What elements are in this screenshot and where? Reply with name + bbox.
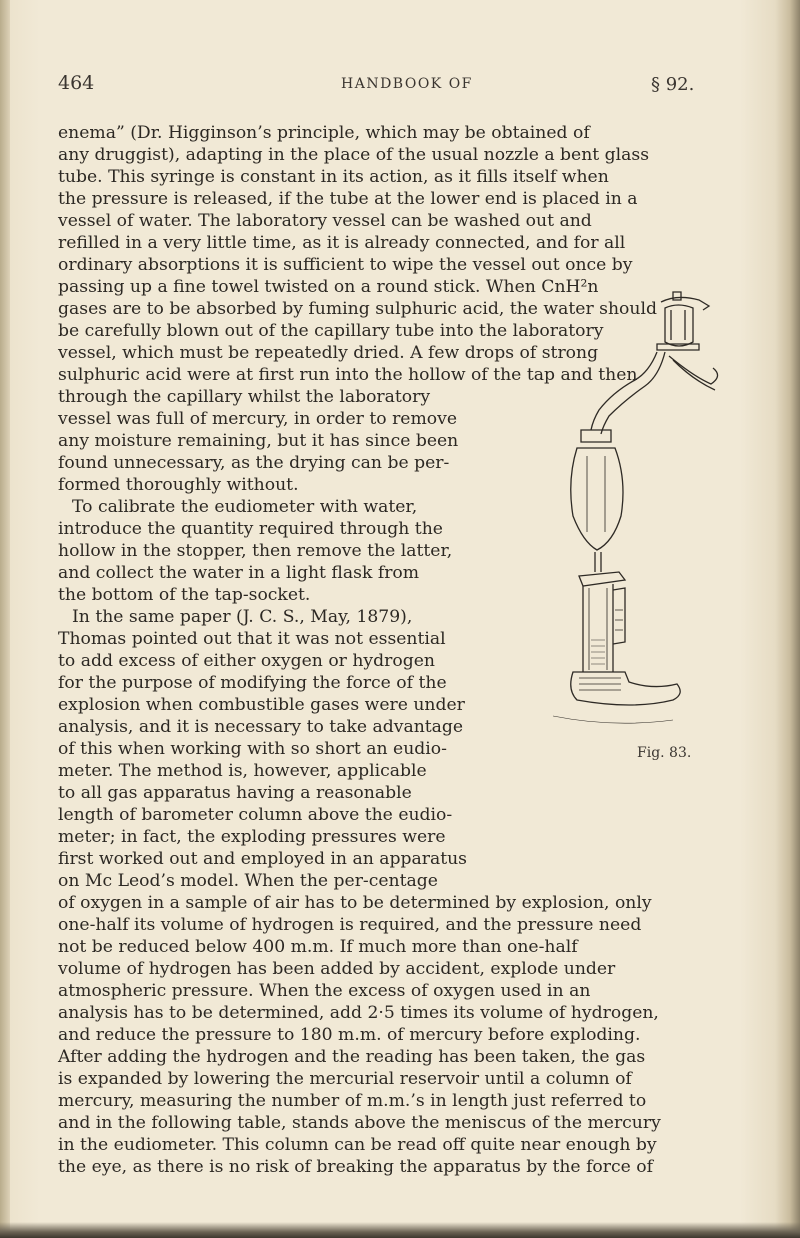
text-line: passing up a fine towel twisted on a round stick. When CnH²n xyxy=(58,277,599,297)
text-line: any moisture remaining, but it has since been xyxy=(58,431,459,451)
running-head: HANDBOOK OF xyxy=(341,76,473,92)
text-line: refilled in a very little time, as it is already connected, and for all xyxy=(58,233,626,253)
text-line: one-half its volume of hydrogen is required, and the pressure need xyxy=(58,915,642,935)
text-line: In the same paper (J. C. S., May, 1879), xyxy=(72,607,413,627)
text-line: meter; in fact, the exploding pressures were xyxy=(58,827,446,847)
text-line: in the eudiometer. This column can be read off quite near enough by xyxy=(58,1135,657,1155)
text-line: is expanded by lowering the mercurial reservoir until a column of xyxy=(58,1069,632,1089)
text-line: mercury, measuring the number of m.m.’s in length just referred to xyxy=(58,1091,647,1111)
text-line: After adding the hydrogen and the reading has been taken, the gas xyxy=(58,1047,646,1067)
text-line: Thomas pointed out that it was not essential xyxy=(58,629,446,649)
text-line: vessel, which must be repeatedly dried. A few drops of strong xyxy=(58,343,599,363)
text-line: be carefully blown out of the capillary tube into the laboratory xyxy=(58,321,604,341)
text-line: vessel of water. The laboratory vessel can be washed out and xyxy=(58,211,592,231)
text-line: vessel was full of mercury, in order to remove xyxy=(58,409,457,429)
text-line: not be reduced below 400 m.m. If much more than one-half xyxy=(58,937,578,957)
text-line: for the purpose of modifying the force of the xyxy=(58,673,447,693)
text-line: the bottom of the tap-socket. xyxy=(58,585,311,605)
text-line: explosion when combustible gases were under xyxy=(58,695,465,715)
text-line: and reduce the pressure to 180 m.m. of mercury before exploding. xyxy=(58,1025,641,1045)
text-line: length of barometer column above the eudio- xyxy=(58,805,453,825)
text-line: the pressure is released, if the tube at the lower end is placed in a xyxy=(58,189,638,209)
page-number: 464 xyxy=(58,72,95,94)
text-line: To calibrate the eudiometer with water, xyxy=(72,497,418,517)
figure-caption: Fig. 83. xyxy=(637,745,692,761)
text-line: first worked out and employed in an apparatus xyxy=(58,849,468,869)
text-line: any druggist), adapting in the place of the usual nozzle a bent glass xyxy=(58,145,650,165)
text-line: of oxygen in a sample of air has to be determined by explosion, only xyxy=(58,893,652,913)
text-line: on Mc Leod’s model. When the per-centage xyxy=(58,871,438,891)
text-line: to add excess of either oxygen or hydrogen xyxy=(58,651,435,671)
text-line: gases are to be absorbed by fuming sulphuric acid, the water should xyxy=(58,299,657,319)
text-line: analysis has to be determined, add 2·5 times its volume of hydrogen, xyxy=(58,1003,659,1023)
text-line: and collect the water in a light flask from xyxy=(58,563,420,583)
text-line: enema” (Dr. Higginson’s principle, which may be obtained of xyxy=(58,123,590,143)
text-line: sulphuric acid were at first run into the hollow of the tap and then xyxy=(58,365,638,385)
text-line: volume of hydrogen has been added by accident, explode under xyxy=(58,959,616,979)
text-line: hollow in the stopper, then remove the latter, xyxy=(58,541,453,561)
text-line: tube. This syringe is constant in its action, as it fills itself when xyxy=(58,167,609,187)
text-line: through the capillary whilst the laboratory xyxy=(58,387,431,407)
text-line: introduce the quantity required through the xyxy=(58,519,443,539)
eudiometer-figure xyxy=(553,280,743,740)
text-line: atmospheric pressure. When the excess of oxygen used in an xyxy=(58,981,591,1001)
page-left-edge xyxy=(0,0,10,1238)
text-line: meter. The method is, however, applicable xyxy=(58,761,427,781)
text-line: ordinary absorptions it is sufficient to wipe the vessel out once by xyxy=(58,255,633,275)
text-line: found unnecessary, as the drying can be per- xyxy=(58,453,450,473)
page-header xyxy=(0,72,800,102)
section-number: § 92. xyxy=(651,74,695,95)
text-line: analysis, and it is necessary to take advantage xyxy=(58,717,464,737)
page-bottom-edge xyxy=(0,1222,800,1238)
text-line: formed thoroughly without. xyxy=(58,475,299,495)
text-line: the eye, as there is no risk of breaking the apparatus by the force of xyxy=(58,1157,653,1177)
text-line: to all gas apparatus having a reasonable xyxy=(58,783,412,803)
text-line: and in the following table, stands above the meniscus of the mercury xyxy=(58,1113,661,1133)
text-line: of this when working with so short an eudio- xyxy=(58,739,447,759)
